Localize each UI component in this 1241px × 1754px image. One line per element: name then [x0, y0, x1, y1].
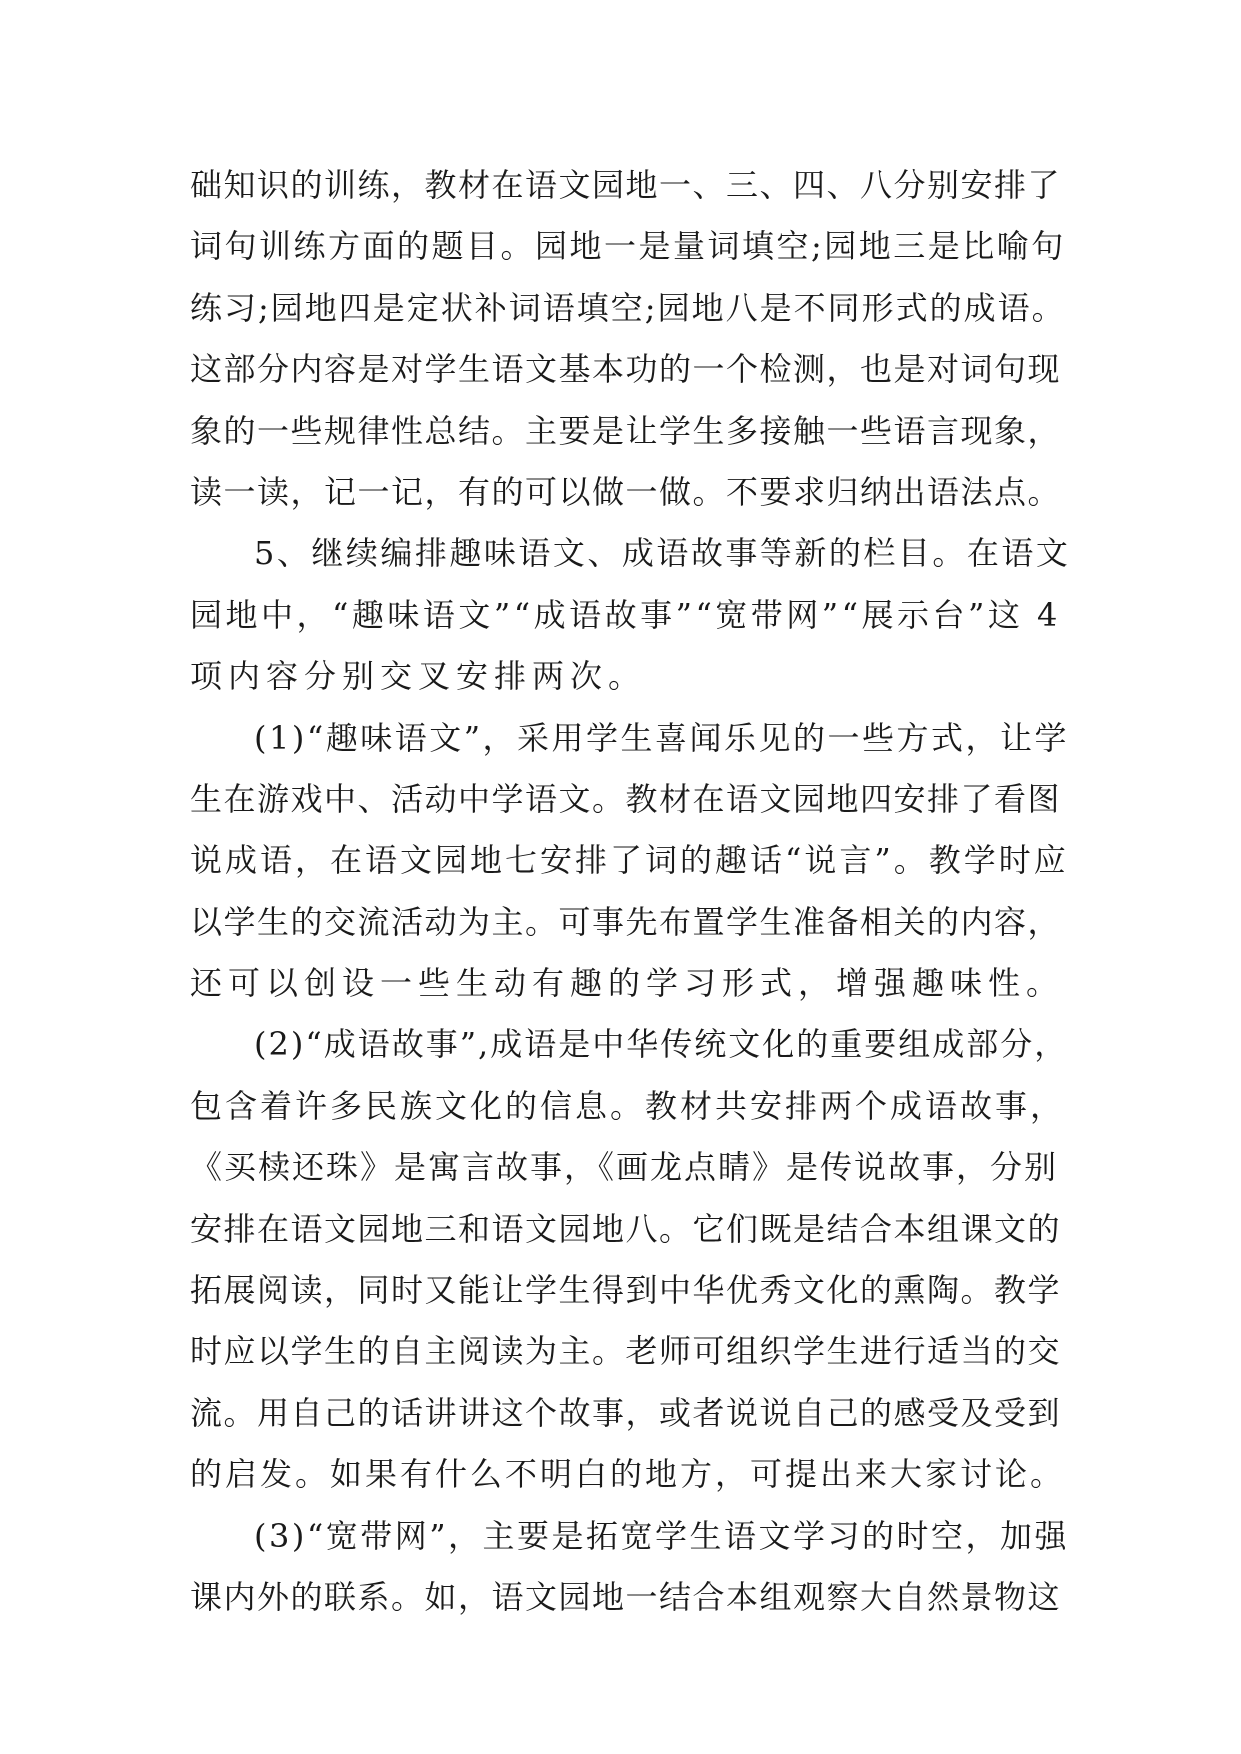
paragraph-start-line: 5、继续编排趣味语文、成语故事等新的栏目。在语文	[254, 534, 1071, 573]
text-line: 词句训练方面的题目。园地一是量词填空;园地三是比喻句	[190, 227, 1066, 266]
text-line: 还可以创设一些生动有趣的学习形式，增强趣味性。	[190, 964, 1065, 1003]
text-line: 项内容分别交叉安排两次。	[190, 657, 647, 696]
text-line: 流。用自己的话讲讲这个故事，或者说说自己的感受及受到	[190, 1393, 1062, 1432]
text-line: 础知识的训练，教材在语文园地一、三、四、八分别安排了	[190, 166, 1062, 204]
text-line: 时应以学生的自主阅读为主。老师可组织学生进行适当的交	[190, 1332, 1062, 1371]
text-line: 《买椟还珠》是寓言故事，《画龙点睛》是传说故事，分别	[190, 1148, 1059, 1187]
text-line: 这部分内容是对学生语文基本功的一个检测，也是对词句现	[190, 350, 1062, 389]
text-line: 象的一些规律性总结。主要是让学生多接触一些语言现象，	[190, 411, 1062, 450]
text-line: 生在游戏中、活动中学语文。教材在语文园地四安排了看图	[190, 779, 1062, 818]
text-line: 课内外的联系。如，语文园地一结合本组观察大自然景物这	[190, 1577, 1062, 1616]
text-line: 以学生的交流活动为主。可事先布置学生准备相关的内容，	[190, 902, 1062, 941]
text-line: 的启发。如果有什么不明白的地方，可提出来大家讨论。	[190, 1455, 1066, 1494]
text-line: 拓展阅读，同时又能让学生得到中华优秀文化的熏陶。教学	[190, 1271, 1062, 1310]
text-line: 读一读，记一记，有的可以做一做。不要求归纳出语法点。	[190, 472, 1062, 511]
paragraph-start-line: (3)“宽带网”，主要是拓宽学生语文学习的时空，加强	[254, 1516, 1070, 1555]
document-body	[190, 155, 1070, 1628]
text-line: 说成语，在语文园地七安排了词的趣话“说言”。教学时应	[190, 841, 1069, 880]
paragraph-start-line: (2)“成语故事”,成语是中华传统文化的重要组成部分，	[254, 1025, 1069, 1064]
text-line: 练习;园地四是定状补词语填空;园地八是不同形式的成语。	[190, 288, 1066, 327]
text-line: 安排在语文园地三和语文园地八。它们既是结合本组课文的	[190, 1209, 1062, 1248]
paragraph-start-line: (1)“趣味语文”，采用学生喜闻乐见的一些方式，让学	[254, 718, 1070, 757]
text-line: 包含着许多民族文化的信息。教材共安排两个成语故事，	[190, 1086, 1066, 1125]
text-line: 园地中，“趣味语文”“成语故事”“宽带网”“展示台”这 4	[190, 595, 1061, 634]
